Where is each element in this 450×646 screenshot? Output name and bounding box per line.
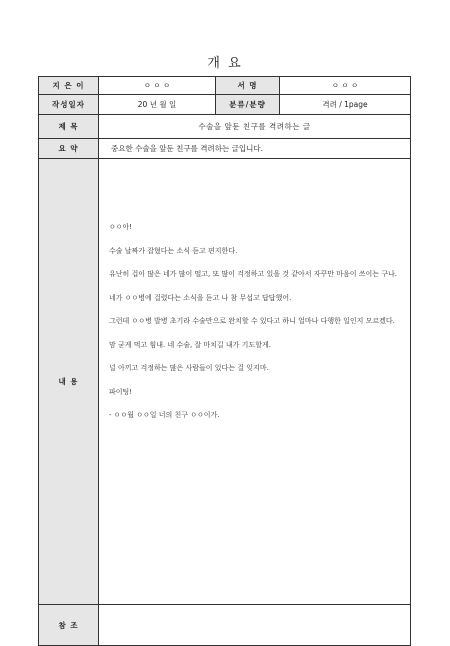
content-line: 파이팅! [109, 387, 133, 396]
content-line: 그런데 ㅇㅇ병 발병 초기라 수술만으로 완치할 수 있다고 하니 얼마나 다행한 일인지 모르겠다. [109, 317, 395, 325]
content-line: - ㅇㅇ월 ㅇㅇ일 너의 친구 ㅇㅇ이가. [109, 411, 220, 419]
content-line: 널 아끼고 걱정하는 많은 사람들이 있다는 걸 잊지마. [109, 364, 269, 372]
reference-label: 참 조 [39, 605, 99, 646]
reference-value[interactable] [99, 605, 411, 646]
content-line: 유난히 겁이 많은 네가 많이 떨고, 또 많이 걱정하고 있을 것 같아서 자꾸만 마음이 쓰이는 구나. [109, 270, 398, 278]
content-line: ㅇㅇ아! [109, 223, 133, 231]
signature-value[interactable]: ㅇ ㅇ ㅇ [280, 77, 411, 95]
content-line: 수술 날짜가 잡혔다는 소식 듣고 편지한다. [109, 246, 238, 255]
summary-label: 요 약 [39, 139, 99, 159]
content-label: 내 용 [39, 159, 99, 605]
overview-form [38, 76, 411, 646]
document-title: 개 요 [207, 56, 243, 71]
date-label: 작성일자 [39, 95, 99, 115]
date-value[interactable]: 20 년 월 일 [99, 95, 216, 115]
category-value[interactable]: 격려 / 1page [280, 95, 411, 115]
subject-label: 제 목 [39, 115, 99, 139]
content-line: 네가 ㅇㅇ병에 걸렸다는 소식을 듣고 나 참 무섭고 답답했어. [109, 293, 292, 302]
content-body[interactable] [99, 159, 411, 605]
signature-label: 서 명 [216, 77, 280, 95]
summary-value[interactable]: 중요한 수술을 앞둔 친구를 격려하는 글입니다. [99, 139, 411, 159]
category-label: 분류/분량 [216, 95, 280, 115]
subject-value[interactable]: 수술을 앞둔 친구를 격려하는 글 [99, 115, 411, 139]
content-line: 맘 굳게 먹고 힘내. 네 수술, 잘 마치길 내가 기도할게. [109, 340, 271, 349]
author-label: 지 은 이 [39, 77, 99, 95]
author-value[interactable]: ㅇ ㅇ ㅇ [99, 77, 216, 95]
